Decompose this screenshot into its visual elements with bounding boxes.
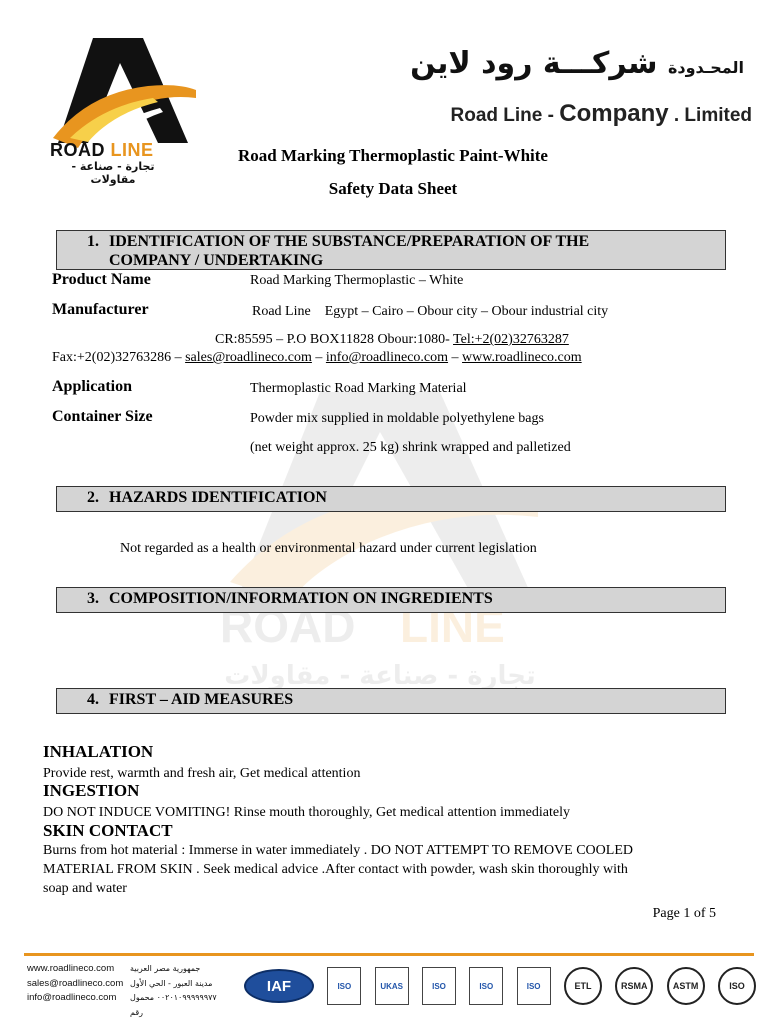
section-2-number: 2. <box>87 489 99 506</box>
section-2-header <box>56 486 726 512</box>
section-1-number: 1. <box>87 233 99 250</box>
telephone-link[interactable]: Tel:+2(02)32763287 <box>453 332 569 347</box>
footer-info-email[interactable]: info@roadlineco.com <box>27 992 117 1003</box>
application-label: Application <box>52 378 133 395</box>
ukas-badge-icon: UKAS <box>375 967 409 1005</box>
product-name-label: Product Name <box>52 271 151 288</box>
section-3-title: COMPOSITION/INFORMATION ON INGREDIENTS <box>109 590 493 607</box>
iso-cert-badge-icon: ISO <box>422 967 456 1005</box>
section-3-number: 3. <box>87 590 99 607</box>
iso-cert-badge-icon: ISO <box>469 967 503 1005</box>
footer-ar-line3: ٠٠٢٠١٠٩٩٩٩٩٩٧٧ محمول رقم <box>130 993 217 1017</box>
watermark-word-line: LINE <box>400 600 505 652</box>
company-en-part-c: . Limited <box>668 105 752 126</box>
logo-word-road: ROAD <box>50 140 105 160</box>
ingestion-heading: INGESTION <box>43 781 140 800</box>
application-value: Thermoplastic Road Marking Material <box>250 381 467 396</box>
company-name-arabic <box>410 46 744 81</box>
skin-contact-text-1: Burns from hot material : Immerse in water immediately . DO NOT ATTEMPT TO REMOVE COOLED <box>43 843 633 858</box>
section-4-number: 4. <box>87 691 99 708</box>
manufacturer-value: Road Line Egypt – Cairo – Obour city – Obour industrial city <box>252 304 609 319</box>
astm-badge-icon: ASTM <box>667 967 705 1005</box>
ingestion-text: DO NOT INDUCE VOMITING! Rinse mouth thoroughly, Get medical attention immediately <box>43 805 570 820</box>
iso-cert-badge-icon: ISO <box>327 967 361 1005</box>
logo-word-line: LINE <box>110 140 154 160</box>
inhalation-text: Provide rest, warmth and fresh air, Get medical attention <box>43 766 361 781</box>
section-3-header <box>56 587 726 613</box>
inhalation-heading: INHALATION <box>43 742 154 761</box>
company-name-english <box>451 100 753 128</box>
document-subtitle: Safety Data Sheet <box>328 179 458 198</box>
container-size-line2: (net weight approx. 25 kg) shrink wrapped and palletized <box>250 440 571 455</box>
etl-badge-icon: ETL <box>564 967 602 1005</box>
section-2-title: HAZARDS IDENTIFICATION <box>109 489 327 506</box>
skin-contact-heading: SKIN CONTACT <box>43 821 173 840</box>
footer-sales-email[interactable]: sales@roadlineco.com <box>27 977 124 989</box>
fax-number: Fax:+2(02)32763286 – <box>52 350 186 365</box>
cr-po-box: CR:85595 – P.O BOX11828 Obour:1080- <box>215 332 454 347</box>
footer-website[interactable]: www.roadlineco.com <box>27 963 115 974</box>
iso-seal-badge-icon: ISO <box>718 967 756 1005</box>
logo-arabic-tagline: تجارة - صناعة - مقاولات <box>71 160 155 186</box>
separator: – <box>448 350 463 365</box>
document-title: Road Marking Thermoplastic Paint-White <box>238 146 548 165</box>
footer-ar-line1: جمهورية مصر العربية <box>130 964 201 973</box>
rsma-badge-icon: RSMA <box>615 967 653 1005</box>
section-1-title-line1: IDENTIFICATION OF THE SUBSTANCE/PREPARATION OF THE <box>109 233 590 250</box>
iso-cert-badge-icon: ISO <box>517 967 551 1005</box>
page-number: Page 1 of 5 <box>652 906 716 921</box>
iaf-badge-icon: IAF <box>244 969 314 1003</box>
section-1-header <box>56 230 726 270</box>
section-1-title-line2: COMPANY / UNDERTAKING <box>109 252 324 269</box>
container-size-label: Container Size <box>52 408 153 425</box>
product-name-value: Road Marking Thermoplastic – White <box>250 273 464 288</box>
footer-divider <box>24 953 754 956</box>
contact-cr-line <box>215 332 569 348</box>
container-size-line1: Powder mix supplied in moldable polyethylene bags <box>250 411 544 426</box>
certification-badges <box>244 964 756 1008</box>
watermark-word-road: ROAD <box>220 600 356 652</box>
company-en-part-a: Road Line - <box>450 105 560 126</box>
hazards-statement: Not regarded as a health or environmental hazard under current legislation <box>120 541 537 556</box>
separator: – <box>311 350 326 365</box>
watermark-arabic: تجارة - صناعة - مقاولات <box>224 661 536 691</box>
website-link[interactable]: www.roadlineco.com <box>462 350 582 365</box>
section-4-header <box>56 688 726 714</box>
skin-contact-text-2: MATERIAL FROM SKIN . Seek medical advice .After contact with powder, wash skin thoroughly with <box>43 862 628 877</box>
contact-fax-line <box>52 350 582 366</box>
company-en-part-b: Company <box>559 100 669 127</box>
footer-ar-line2: مدينة العبور - الحي الأول <box>130 978 213 988</box>
company-arabic-suffix: المحـدودة <box>667 58 744 77</box>
footer-contacts <box>27 962 123 1006</box>
sales-email-link[interactable]: sales@roadlineco.com <box>185 350 312 365</box>
manufacturer-label: Manufacturer <box>52 301 149 318</box>
footer-arabic-address <box>130 962 230 1020</box>
company-arabic-main: شركـــة رود لاين <box>410 46 658 81</box>
section-4-title: FIRST – AID MEASURES <box>109 691 294 708</box>
info-email-link[interactable]: info@roadlineco.com <box>325 350 449 365</box>
skin-contact-text-3: soap and water <box>43 881 127 896</box>
